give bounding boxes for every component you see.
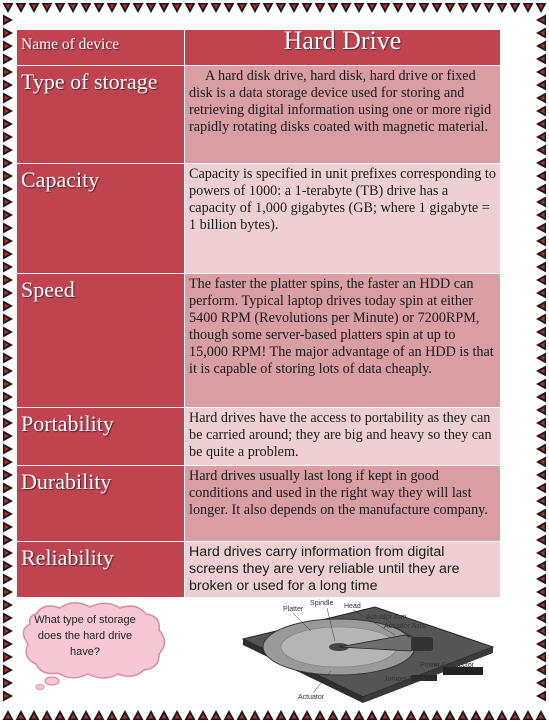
device-name-cell: Hard Drive [185,30,501,66]
table-row [17,274,501,408]
row-label-type-of-storage: Type of storage [17,66,185,164]
hard-drive-diagram-image [235,601,495,705]
bubble-question: What type of storage does the hard drive have? [34,614,136,658]
diagram-label-power-connector: Power Connector [420,662,475,669]
table-row [17,164,501,274]
row-value-capacity: Capacity is specified in unit prefixes corresponding to powers of 1000: a 1-terabyte (TB) drive has a capacity of 1,000 gigabytes (GB; where 1 gigabyte = 1 billion bytes). [185,164,501,274]
row-label-durability: Durability [17,466,185,542]
row-value-portability: Hard drives have the access to portability as they can be carried around; they are big and heavy so they can be quite a problem. [185,408,501,466]
diagram-label-jumper-block: Jumper Block [384,676,427,683]
diagram-label-actuator-arm: Actuator Arm [366,614,407,621]
row-value-speed: The faster the platter spins, the faster an HDD can perform. Typical laptop drives today spin at either 5400 RPM (Revolutions per Minute) or 7200RPM, though some server-based platters spin at up to 15,000 RPM! The major advantage of an HDD is that it is capable of storing lots of data cheaply. [185,274,501,408]
table-row [17,408,501,466]
table-header-row [17,30,501,66]
table-row [17,542,501,598]
row-label-reliability: Reliability [17,542,185,598]
header-label-cell: Name of device [17,30,185,66]
table-row [17,66,501,164]
diagram-label-actuator-axis: Actuator Axis [384,623,425,630]
row-label-speed: Speed [17,274,185,408]
row-value-type-of-storage: A hard disk drive, hard disk, hard drive or fixed disk is a data storage device used for storing and retrieving digital information using one or more rigid rapidly rotating disks coated with magnetic material. [185,66,501,164]
device-info-table [16,26,501,598]
diagram-label-platter: Platter [283,606,304,613]
diagram-label-head: Head [344,603,361,610]
row-label-portability: Portability [17,408,185,466]
diagram-label-actuator: Actuator [298,694,325,701]
row-value-reliability: Hard drives carry information from digital screens they are very reliable until they are broken or used for a long time [185,542,501,598]
row-value-durability: Hard drives usually last long if kept in good conditions and used in the right way they will last longer. It also depends on the manufacture company. [185,466,501,542]
diagram-label-spindle: Spindle [310,600,334,607]
row-label-capacity: Capacity [17,164,185,274]
table-row [17,466,501,542]
